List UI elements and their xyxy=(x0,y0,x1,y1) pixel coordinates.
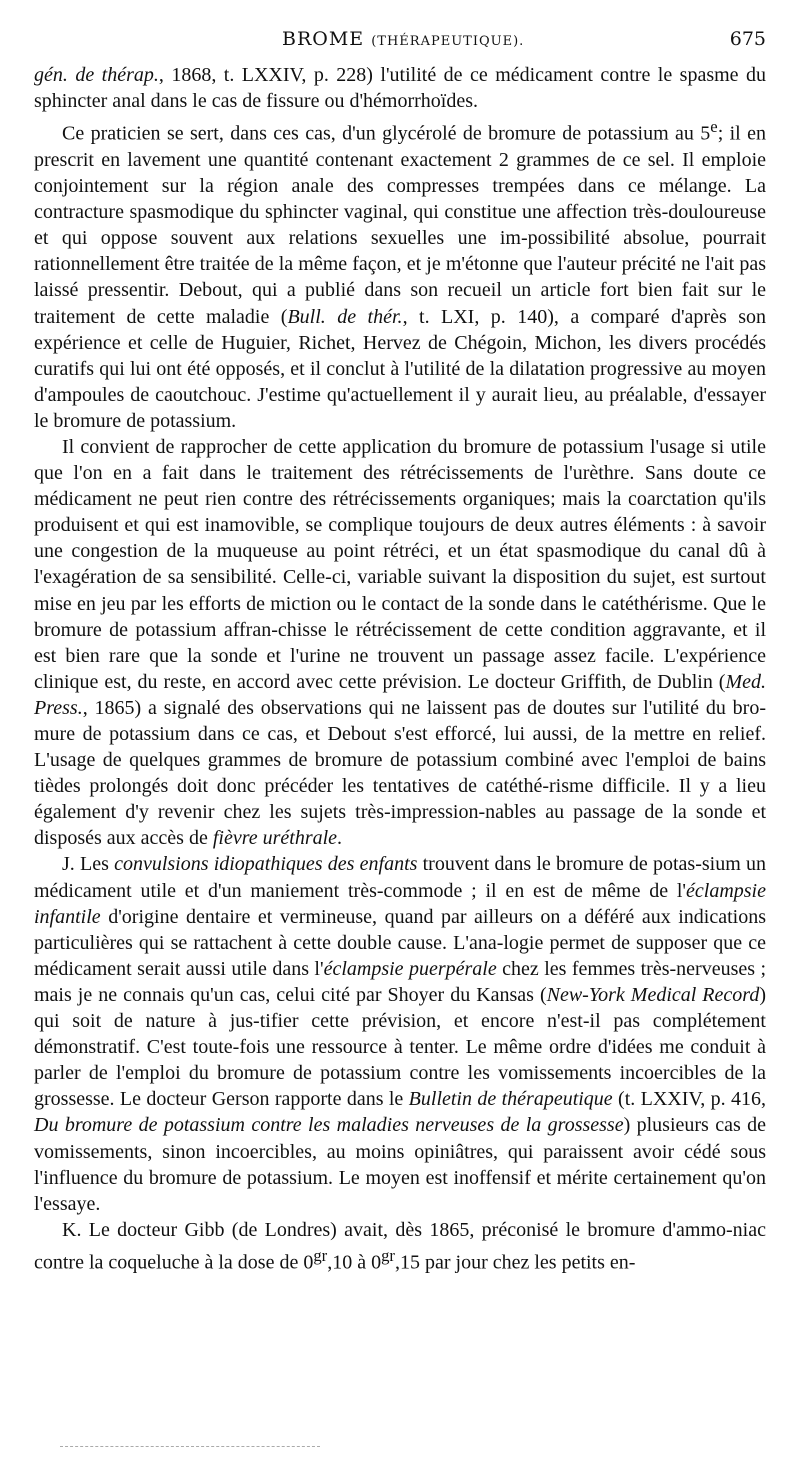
text-run: d'origine dentaire et vermineuse, quand par ailleurs on a déféré aux indications particulières qui se rattachent à cette double cause. L'ana-logie permet de supposer que ce médicament serait aussi utile dans l' xyxy=(34,905,766,980)
superscript: gr xyxy=(313,1245,328,1265)
italic-term: éclampsie infantile xyxy=(34,879,766,928)
italic-citation: Bull. de thér. xyxy=(287,305,403,328)
running-title xyxy=(282,28,524,50)
text-run: ; il en prescrit en lavement une quantité contenant exactement 2 grammes de ce sel. Il emploie conjointement sur la région anale des compresses trempées dans ce mélange. La contracture spasmodique du sphincter vaginal, qui constitue une affection très-douloureuse et qui oppose souvent aux relations sexuelles une im-possibilité absolue, pourrait rationnellement être traitée de la même façon, et je m'étonne que l'auteur précité ne l'ait pas laissé pressentir. Debout, qui a publié dans son recueil un article fort bien fait sur le traitement de cette maladie ( xyxy=(34,122,766,328)
italic-citation: Bulletin de thérapeutique xyxy=(408,1088,613,1111)
paragraph-anal-spasm xyxy=(34,114,766,434)
italic-term: éclampsie puerpérale xyxy=(323,957,497,980)
book-page xyxy=(34,28,766,1276)
running-header xyxy=(34,28,766,62)
text-run: trouvent dans le bromure de potas-sium un médicament utile et d'un maniement très-commode ; il en est de même de l' xyxy=(34,853,766,902)
text-run: ) qui soit de nature à jus-tifier cette prévision, et encore n'est-il pas complétement démonstratif. C'est toute-fois une ressource à tenter. Le même ordre d'idées me conduit à parler de l'emploi du bromure de potassium contre les vomissements incoercibles de la grossesse. Le docteur Gerson rapporte dans le xyxy=(34,983,766,1111)
text-run: ,15 par jour chez les petits en- xyxy=(394,1251,636,1274)
italic-term: fièvre uréthrale xyxy=(212,827,338,850)
text-run: K. Le docteur Gibb (de Londres) avait, dès 1865, préconisé le bromure d'ammo-niac contre la coqueluche à la dose de 0 xyxy=(34,1218,766,1274)
text-run: Ce praticien se sert, dans ces cas, d'un glycérolé de bromure de potassium au 5 xyxy=(62,122,711,145)
running-title-main: BROME xyxy=(282,28,365,50)
text-run: ,10 à 0 xyxy=(327,1251,382,1274)
paragraph-section-j xyxy=(34,851,766,1216)
page-body xyxy=(34,62,766,1276)
running-title-sub: (THÉRAPEUTIQUE). xyxy=(371,34,525,49)
superscript: gr xyxy=(381,1245,395,1265)
text-run: ) plusieurs cas de vomissements, sinon incoercibles, au moins opiniâtres, qui paraissent avoir cédé sous l'influence du bromure de potassium. Le moyen est inoffensif et mérite certainement qu'on l'essaye. xyxy=(34,1114,766,1215)
text-run: , 1868, t. LXXIV, p. 228) l'utilité de ce médicament contre le spasme du sphincter anal dans le cas de fissure ou d'hémorrhoïdes. xyxy=(34,64,766,113)
text-run: Il convient de rapprocher de cette application du bromure de potassium l'usage si utile que l'on en a fait dans le traitement des rétrécissements de l'urèthre. Sans doute ce médicament ne peut rien contre des rétrécissements organiques; mais la coarctation qu'ils produisent et qui est inamovible, se complique toujours de deux autres éléments : à savoir une congestion de la muqueuse au point rétréci, et un état spasmodique du canal dû à l'exagération de sa sensibilité. Celle-ci, variable suivant la disposition du sujet, est surtout mise en jeu par les efforts de miction ou le contact de la sonde dans le catéthérisme. Que le bromure de potassium affran-chisse le rétrécissement de cette condition aggravante, et il est bien rare que la sonde et l'urine ne trouvent un passage assez facile. L'expérience clinique est, du reste, en accord avec cette prévision. Le docteur Griffith, de Dublin ( xyxy=(34,435,766,693)
text-run: chez les femmes très-nerveuses ; mais je ne connais qu'un cas, celui cité par Shoyer du Kansas ( xyxy=(34,957,766,1006)
italic-term: convulsions idiopathiques des enfants xyxy=(114,853,418,876)
text-run: J. Les xyxy=(62,853,115,876)
italic-citation: gén. de thérap. xyxy=(34,64,159,86)
text-run: (t. LXXIV, p. 416, xyxy=(612,1088,766,1111)
faint-footer-rule xyxy=(60,1446,320,1447)
superscript: e xyxy=(710,117,718,137)
paragraph-section-k xyxy=(34,1217,766,1276)
paragraph-continuation xyxy=(34,62,766,114)
text-run: . xyxy=(337,827,343,850)
text-run: , 1865) a signalé des observations qui ne laissent pas de doutes sur l'utilité du bro-mure de potassium dans ce cas, et Debout s'est efforcé, lui aussi, de la mettre en relief. L'usage de quelques grammes de bromure de potassium combiné avec l'emploi de bains tièdes prolongés doit donc précéder les tentatives de catéthé-risme difficile. Il y a lieu également d'y revenir chez les sujets très-impression-nables au passage de la sonde et disposés aux accès de xyxy=(34,696,766,850)
text-run: , t. LXI, p. 140), a comparé d'après son expérience et celle de Huguier, Richet, Hervez de Chégoin, Michon, les divers procédés curatifs qui lui ont été opposés, et il conclut à l'utilité de la dilatation progressive au moyen d'ampoules de caoutchouc. J'estime qu'actuellement il y aurait lieu, au préalable, d'essayer le bromure de potassium. xyxy=(34,305,766,432)
italic-citation: Du bromure de potassium contre les maladies nerveuses de la grossesse xyxy=(34,1114,624,1137)
italic-citation: Med. Press. xyxy=(34,670,766,719)
italic-citation: New-York Medical Record xyxy=(546,983,760,1006)
paragraph-urethra xyxy=(34,434,766,852)
page-number: 675 xyxy=(729,28,766,50)
